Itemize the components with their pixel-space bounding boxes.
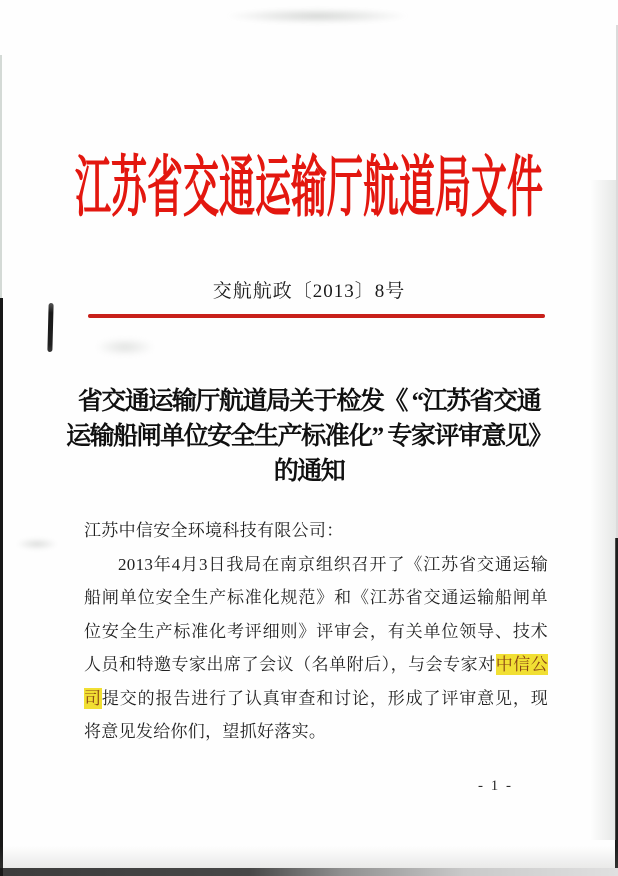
red-divider-line: [88, 314, 545, 318]
document-number: 交航航政〔2013〕8号: [212, 281, 406, 302]
pen-mark: [47, 303, 53, 352]
paragraph-text-after: 提交的报告进行了认真审查和讨论，形成了评审意见，现将意见发给你们，望抓好落实。: [84, 688, 548, 741]
scan-edge-left-dark: [0, 298, 3, 876]
scan-smudge-top: [225, 8, 410, 24]
letterhead-title: [0, 150, 618, 226]
document-body: [84, 514, 548, 749]
notice-title: [40, 384, 578, 489]
notice-title-line-2: 运输船闸单位安全生产标准化” 专家评审意见》: [66, 423, 552, 450]
notice-title-line-3: 的通知: [273, 458, 345, 485]
scan-edge-bottom-bar: [3, 868, 618, 876]
body-paragraph: [84, 548, 548, 749]
page-number: - 1 -: [478, 778, 513, 794]
highlighted-company-name: 中信公司: [84, 655, 549, 708]
letterhead-title-text: 江苏省交通运输厅航道局文件: [74, 151, 543, 225]
salutation: 江苏中信安全环境科技有限公司：: [84, 521, 344, 540]
scan-smudge-left: [16, 538, 58, 550]
notice-title-line-1: 省交通运输厅航道局关于检发《 “江苏省交通: [77, 388, 541, 415]
scan-shadow-bottom: [0, 846, 618, 868]
paragraph-text-before: 2013年4月3日我局在南京组织召开了《江苏省交通运输船闸单位安全生产标准化规范》和《江苏省交通运输船闸单位安全生产标准化考评细则》评审会，有关单位领导、技术人员和特邀专家出席了会议（名单附后），与会专家对: [84, 554, 548, 674]
scan-smudge-middle: [95, 338, 155, 356]
